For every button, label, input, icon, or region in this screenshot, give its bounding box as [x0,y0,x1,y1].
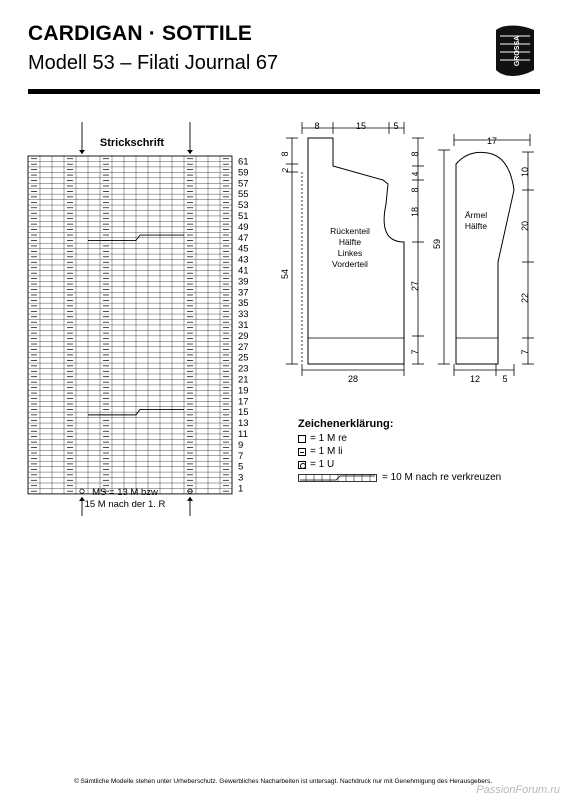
row-number: 7 [238,450,244,462]
sleeve-dim-right-3: 7 [520,349,530,355]
sleeve-dim-right-1: 20 [520,220,530,232]
row-number: 49 [238,221,249,233]
cable-symbol-icon [298,473,378,483]
legend-title: Zeichenerklärung: [298,418,394,430]
back-dim-top-1: 15 [355,121,367,131]
legend-text-cable: = 10 M nach re verkreuzen [382,472,502,483]
back-dim-right-0: 8 [410,151,420,157]
row-number: 9 [238,439,244,451]
chart-row-numbers [238,156,249,494]
knit-symbol-icon [298,435,306,443]
sleeve-dim-bottom-1: 5 [502,374,508,384]
knitting-chart [20,118,270,518]
page-subtitle: Modell 53 – Filati Journal 67 [28,52,279,74]
row-number: 59 [238,167,249,179]
purl-symbol-icon [298,448,306,456]
legend-text-purl: = 1 M li [310,446,343,457]
row-number: 5 [238,461,244,473]
row-number: 43 [238,254,249,266]
sleeve-dim-top: 17 [486,136,498,146]
svg-text:GROSSA: GROSSA [514,35,521,67]
legend-item-purl [298,446,343,457]
row-number: 1 [238,483,244,495]
back-label-3: Vorderteil [332,259,368,269]
row-number: 3 [238,472,244,484]
footer-copyright: © Sämtliche Modelle stehen unter Urheberschutz. Gewerbliches Nacharbeiten ist untersagt. Nachdruck nur mit Genehmigung des Herausgebers. [73,778,493,785]
back-dim-left-1: 2 [281,167,290,173]
row-number: 15 [238,407,249,419]
legend-item-knit [298,433,347,444]
row-number: 55 [238,189,249,201]
legend-item-cable [298,472,501,483]
header-rule [28,89,540,94]
row-number: 31 [238,319,249,331]
row-number: 57 [238,178,249,190]
arrow-head-icon [187,497,193,501]
chart-grid [28,156,232,494]
row-number: 21 [238,374,249,386]
row-number: 41 [238,265,249,277]
page-title: CARDIGAN · SOTTILE [28,22,253,45]
sleeve-dim-right-0: 10 [520,166,530,178]
row-number: 27 [238,341,249,353]
back-dim-top-2: 5 [393,121,399,131]
watermark: PassionForum.ru [476,784,560,796]
row-number: 19 [238,385,249,397]
back-dim-right-1: 4 [411,171,420,177]
brand-logo [490,22,540,80]
chart-note-2: 15 M nach der 1. R [84,499,166,510]
row-number: 39 [238,276,249,288]
row-number: 47 [238,232,249,244]
yarnover-symbol-icon [298,461,306,469]
row-number: 53 [238,200,249,212]
back-dim-right-4: 27 [410,280,420,292]
legend-text-knit: = 1 M re [310,433,347,444]
arrow-head-icon [79,150,85,154]
row-number: 29 [238,330,249,342]
back-dim-left-0: 8 [280,151,290,157]
row-number: 51 [238,210,249,222]
sleeve-label-0: Ärmel [464,210,488,220]
row-number: 45 [238,243,249,255]
sleeve-dim-bottom-0: 12 [469,374,481,384]
back-dim-left-2: 54 [280,268,290,280]
row-number: 33 [238,309,249,321]
back-label-1: Hälfte [338,237,362,247]
sleeve-dim-right-2: 22 [520,292,530,304]
back-dim-right-5: 7 [410,349,420,355]
row-number: 61 [238,156,249,168]
legend-text-yarnover: = 1 U [310,459,335,470]
yarnover-mark [80,489,84,493]
back-dim-right-3: 18 [410,206,420,218]
row-number: 11 [238,428,248,440]
row-number: 13 [238,418,249,430]
sleeve-label-1: Hälfte [464,221,488,231]
row-number: 35 [238,298,249,310]
row-number: 17 [238,396,249,408]
sleeve-dim-left-0: 59 [432,238,442,250]
row-number: 37 [238,287,249,299]
back-dim-right-2: 8 [410,187,420,193]
row-number: 23 [238,363,249,375]
back-label-0: Rückenteil [330,226,370,236]
chart-title: Strickschrift [99,137,165,149]
row-number: 25 [238,352,249,364]
legend-item-yarnover [298,459,334,470]
sleeve-schematic [430,130,540,392]
back-label-2: Linkes [337,248,363,258]
back-dim-bottom: 28 [347,374,359,384]
arrow-head-icon [187,150,193,154]
back-schematic [278,114,430,394]
chart-note-1: MS = 13 M bzw [92,487,158,498]
back-dim-top-0: 8 [314,121,320,131]
